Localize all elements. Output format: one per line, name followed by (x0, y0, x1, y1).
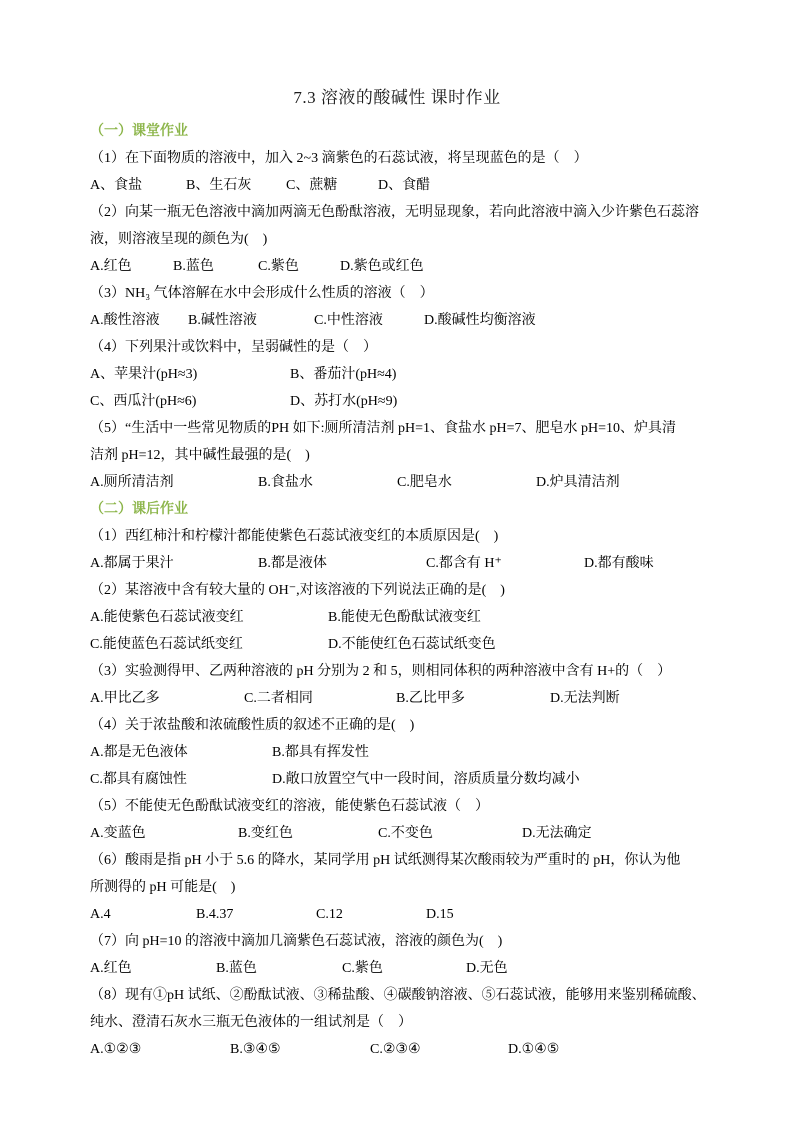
option-c: C.不变色 (378, 826, 433, 841)
options-row (90, 307, 706, 334)
section-heading-classwork: （一）课堂作业 (90, 123, 188, 139)
option-d: D.无法确定 (522, 826, 592, 841)
question-text: （1）西红柿汁和柠檬汁都能使紫色石蕊试液变红的本质原因是( ) (90, 529, 499, 544)
option-a: A、食盐 (90, 178, 143, 193)
options-row (90, 820, 706, 847)
question-text: 纯水、澄清石灰水三瓶无色液体的一组试剂是（ ） (90, 1015, 412, 1030)
option-b: B.蓝色 (173, 259, 214, 274)
option-b: B、生石灰 (186, 178, 252, 193)
option-a: A.①②③ (90, 1042, 142, 1057)
option-b: B.③④⑤ (230, 1042, 281, 1057)
options-row (90, 685, 706, 712)
options-row (90, 253, 706, 280)
option-d: D.不能使红色石蕊试纸变色 (328, 637, 496, 652)
options-row (90, 955, 706, 982)
option-a: A.4 (90, 907, 111, 922)
options-row (90, 172, 706, 199)
option-b: B.都是液体 (258, 556, 327, 571)
option-d: D.无色 (466, 961, 508, 976)
options-row (90, 388, 706, 415)
question-text: 液，则溶液呈现的颜色为( ) (90, 232, 268, 247)
options-row (90, 739, 706, 766)
option-a: A.都属于果汁 (90, 556, 174, 571)
question-text: （5）不能使无色酚酞试液变红的溶液，能使紫色石蕊试液（ ） (90, 799, 489, 814)
option-a: A.红色 (90, 961, 132, 976)
question-text: （3）NH₃ 气体溶解在水中会形成什么性质的溶液（ ） (90, 286, 434, 301)
option-b: B.变红色 (238, 826, 293, 841)
option-d: D.炉具清洁剂 (536, 475, 620, 490)
option-c: C.都含有 H⁺ (426, 556, 502, 571)
option-c: C.紫色 (258, 259, 299, 274)
question-text: （8）现有①pH 试纸、②酚酞试液、③稀盐酸、④碳酸钠溶液、⑤石蕊试液，能够用来鉴别稀硫酸、 (90, 988, 706, 1003)
option-a: A、苹果汁(pH≈3) (90, 367, 198, 382)
option-c: C.都具有腐蚀性 (90, 772, 187, 787)
question-text: （6）酸雨是指 pH 小于 5.6 的降水，某同学用 pH 试纸测得某次酸雨较为严重时的 pH，你认为他 (90, 853, 681, 868)
option-c: C.紫色 (342, 961, 383, 976)
options-row (90, 361, 706, 388)
option-a: A.厕所清洁剂 (90, 475, 174, 490)
question-text: （4）下列果汁或饮料中，呈弱碱性的是（ ） (90, 340, 377, 355)
question-text: 所测得的 pH 可能是( ) (90, 880, 236, 895)
option-c: C、蔗糖 (286, 178, 338, 193)
options-row (90, 550, 706, 577)
question-text: （5）“生活中一些常见物质的PH 如下:厕所清洁剂 pH=1、食盐水 pH=7、肥皂水 pH=10、炉具清 (90, 421, 677, 436)
question-text: （2）向某一瓶无色溶液中滴加两滴无色酚酞溶液，无明显现象，若向此溶液中滴入少许紫色石蕊溶 (90, 205, 699, 220)
option-a: A.红色 (90, 259, 132, 274)
option-b: B.碱性溶液 (188, 313, 257, 328)
option-b: B.都具有挥发性 (272, 745, 369, 760)
option-c: C.肥皂水 (397, 475, 452, 490)
option-d: D.都有酸味 (584, 556, 654, 571)
option-a: A.变蓝色 (90, 826, 146, 841)
option-d: D.酸碱性均衡溶液 (424, 313, 536, 328)
option-d: D.无法判断 (550, 691, 620, 706)
options-row (90, 631, 706, 658)
option-a: A.都是无色液体 (90, 745, 188, 760)
question-text: （2）某溶液中含有较大量的 OH⁻,对该溶液的下列说法正确的是( ) (90, 583, 505, 598)
question-text: （7）向 pH=10 的溶液中滴加几滴紫色石蕊试液，溶液的颜色为( ) (90, 934, 503, 949)
option-c: C.②③④ (370, 1042, 421, 1057)
option-a: A.甲比乙多 (90, 691, 160, 706)
options-row (90, 469, 706, 496)
option-c: C、西瓜汁(pH≈6) (90, 394, 197, 409)
option-c: C.能使蓝色石蕊试纸变红 (90, 637, 243, 652)
option-c: C.中性溶液 (314, 313, 383, 328)
option-a: A.酸性溶液 (90, 313, 160, 328)
option-c: C.二者相同 (244, 691, 313, 706)
option-b: B.4.37 (196, 907, 234, 922)
option-d: D.①④⑤ (508, 1042, 560, 1057)
page-title: 7.3 溶液的酸碱性 课时作业 (293, 88, 501, 107)
options-row (90, 1036, 706, 1063)
question-text: 洁剂 pH=12，其中碱性最强的是( ) (90, 448, 310, 463)
option-b: B.蓝色 (216, 961, 257, 976)
options-row (90, 604, 706, 631)
question-text: （1）在下面物质的溶液中，加入 2~3 滴紫色的石蕊试液，将呈现蓝色的是（ ） (90, 151, 588, 166)
option-d: D.敞口放置空气中一段时间，溶质质量分数均减小 (272, 772, 580, 787)
options-row (90, 901, 706, 928)
question-text: （3）实验测得甲、乙两种溶液的 pH 分别为 2 和 5，则相同体积的两种溶液中含有 H+的（ ） (90, 664, 672, 679)
option-b: B.食盐水 (258, 475, 313, 490)
options-row (90, 766, 706, 793)
question-text: （4）关于浓盐酸和浓硫酸性质的叙述不正确的是( ) (90, 718, 415, 733)
option-b: B.乙比甲多 (396, 691, 465, 706)
option-d: D.紫色或红色 (340, 259, 424, 274)
option-b: B、番茄汁(pH≈4) (290, 367, 397, 382)
option-b: B.能使无色酚酞试液变红 (328, 610, 481, 625)
section-heading-homework: （二）课后作业 (90, 501, 188, 517)
option-d: D、苏打水(pH≈9) (290, 394, 398, 409)
option-d: D.15 (426, 907, 454, 922)
option-c: C.12 (316, 907, 343, 922)
option-a: A.能使紫色石蕊试液变红 (90, 610, 244, 625)
option-d: D、食醋 (378, 178, 431, 193)
